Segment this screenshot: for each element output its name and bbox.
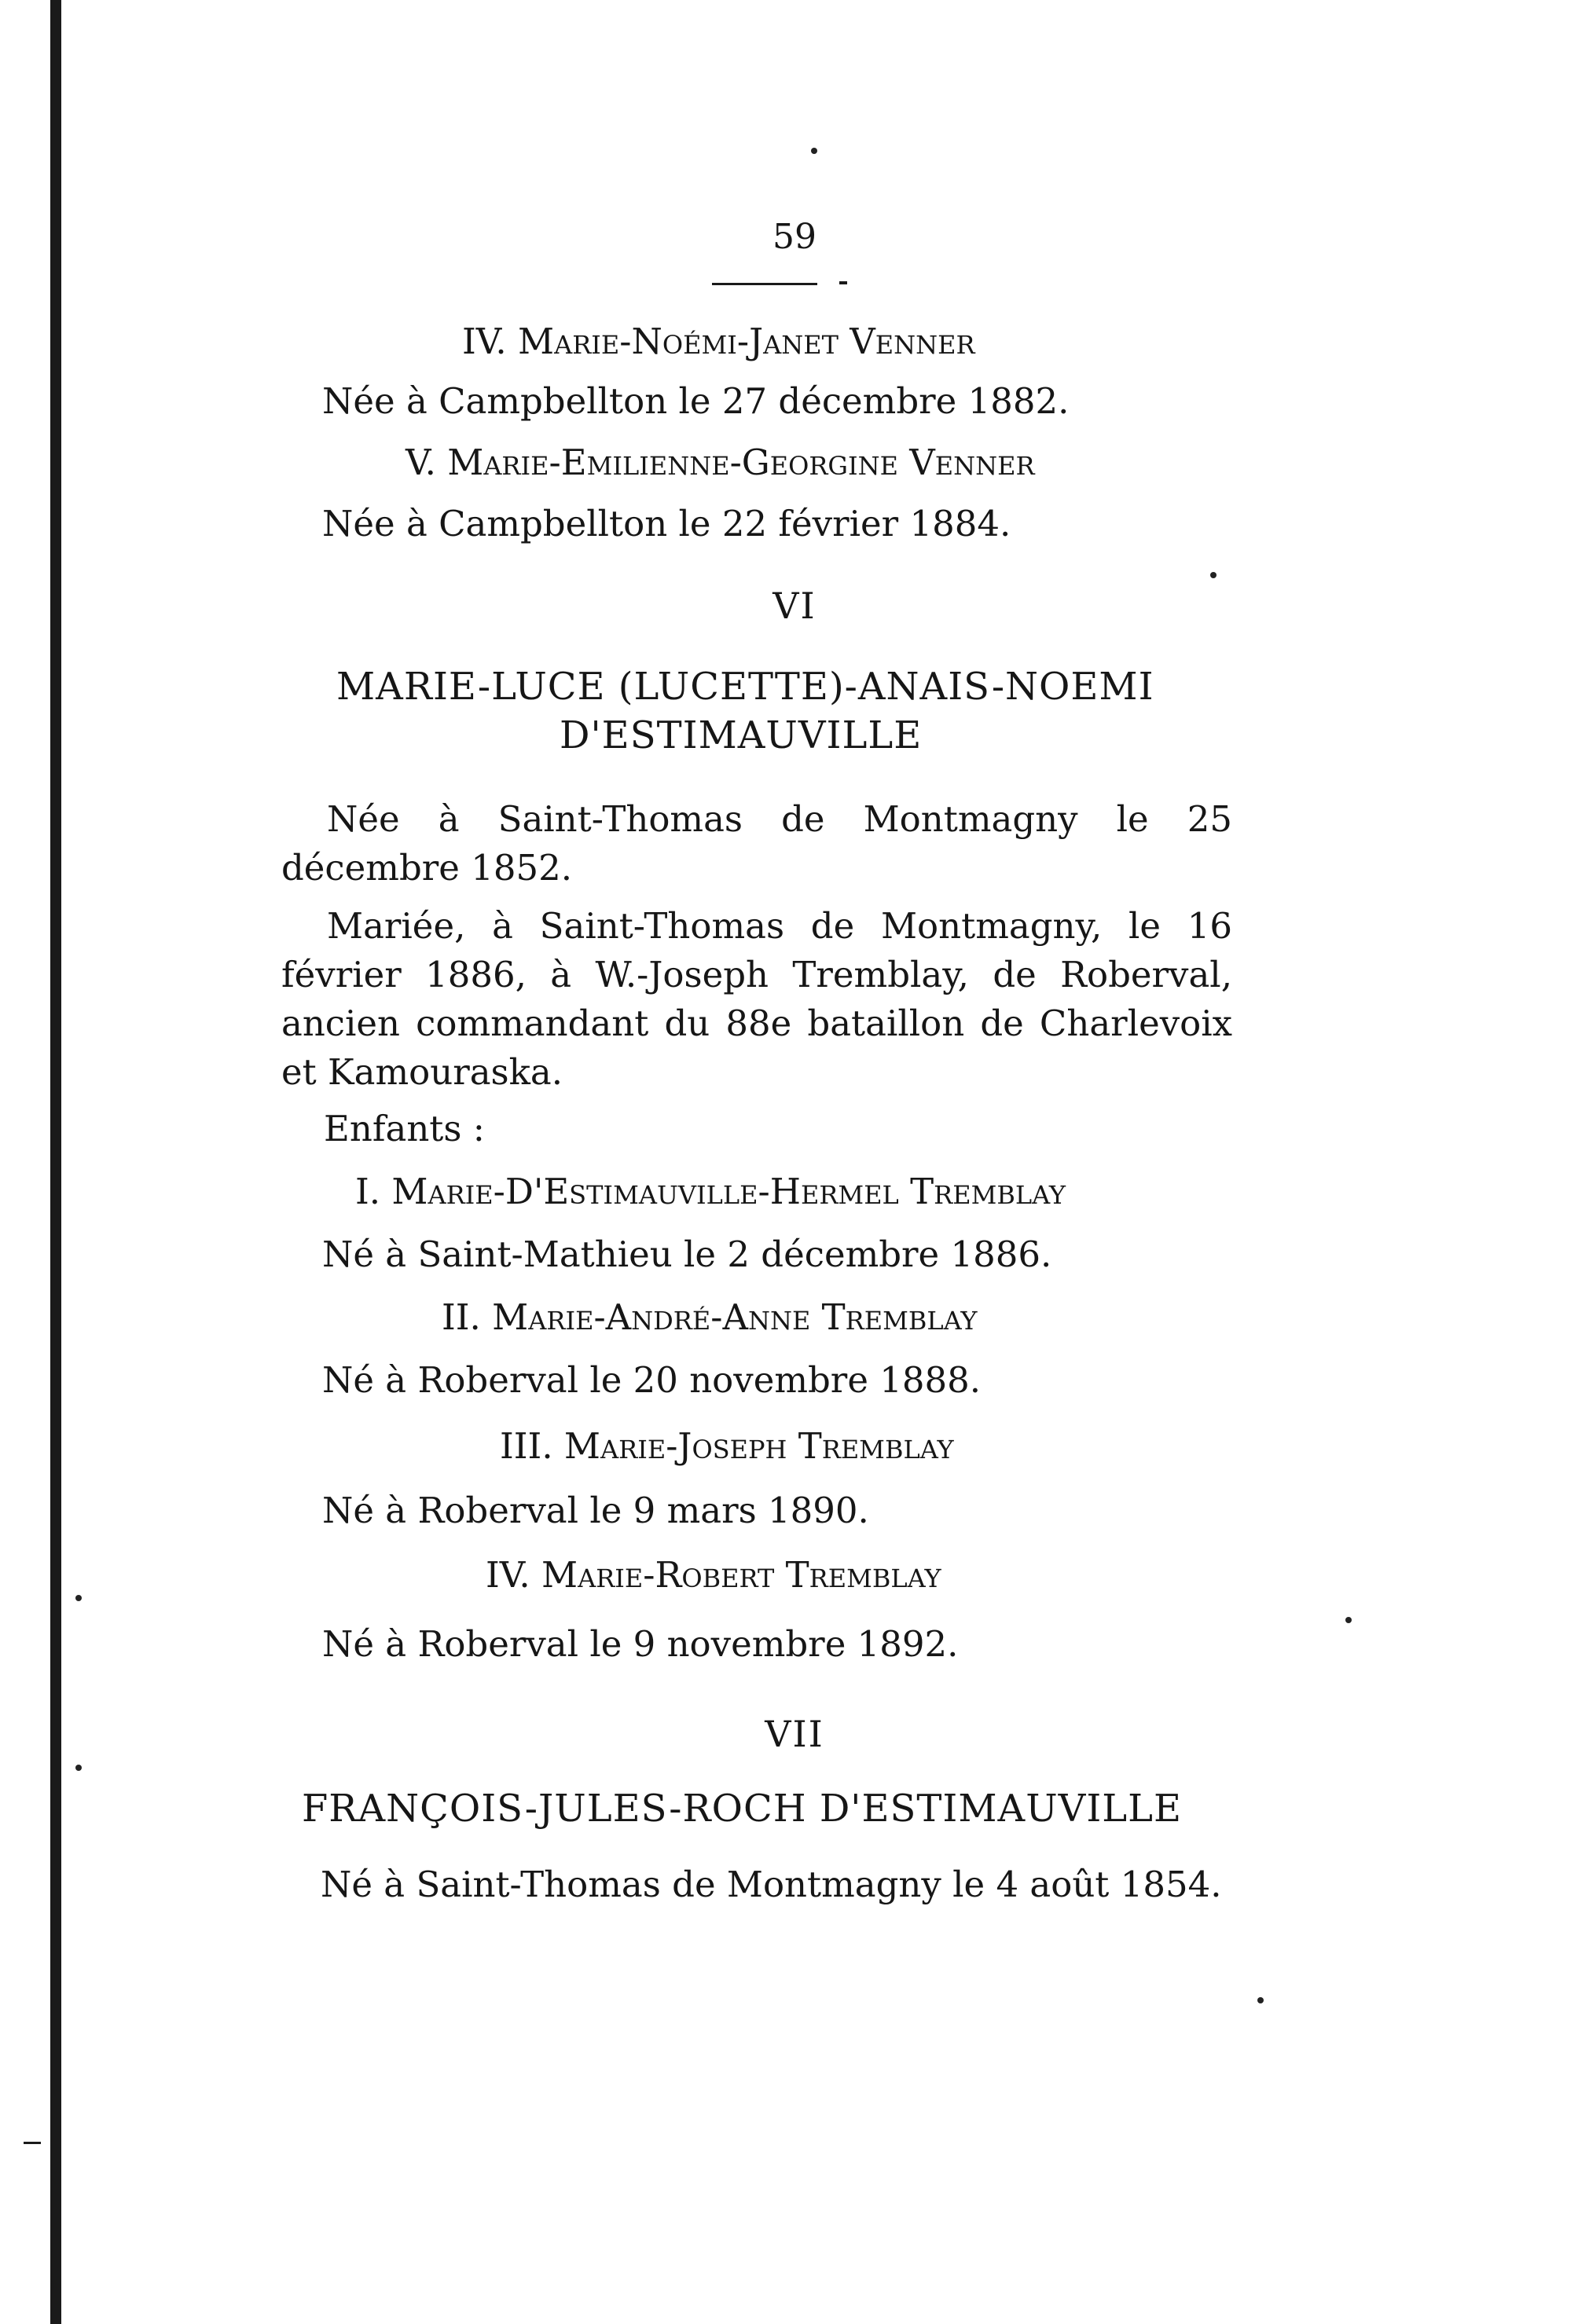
section-title-vi-line2: D'ESTIMAUVILLE [560,713,923,757]
page-number: 59 [772,217,817,257]
marriage-paragraph: Mariée, à Saint-Thomas de Montmagny, le 16 février 1886, à W.-Joseph Tremblay, de Roberval, ancien commandant du 88e bataillon de Charlevoix et Kamouraska. [281,905,1232,1093]
scan-speck [811,148,817,154]
section-title-vii: FRANÇOIS-JULES-ROCH D'ESTIMAUVILLE [302,1787,1183,1831]
entry-heading: IV. Marie-Noémi-Janet Venner [462,321,975,362]
section-number-vii: VII [765,1713,824,1755]
child-heading: II. Marie-André-Anne Tremblay [442,1296,978,1338]
child-text: Né à Roberval le 9 novembre 1892. [322,1623,959,1665]
entry-heading: V. Marie-Emilienne-Georgine Venner [406,442,1035,483]
header-rule [712,283,817,285]
scan-speck [1257,1997,1264,2003]
scan-speck [75,1765,82,1771]
scan-speck [1345,1617,1352,1623]
section-title-vi-line1: MARIE-LUCE (LUCETTE)-ANAIS-NOEMI [336,665,1154,709]
entry-text: Née à Campbellton le 27 décembre 1882. [322,380,1070,422]
children-label: Enfants : [324,1108,485,1149]
header-rule-dot [839,281,847,284]
child-text: Né à Roberval le 9 mars 1890. [322,1490,869,1531]
child-heading: III. Marie-Joseph Tremblay [500,1425,954,1467]
child-heading: I. Marie-D'Estimauville-Hermel Tremblay [355,1171,1066,1212]
scan-edge-mark [24,2142,41,2144]
scan-speck [75,1595,82,1601]
birth-line-vii: Né à Saint-Thomas de Montmagny le 4 août 1854. [321,1864,1222,1905]
child-text: Né à Roberval le 20 novembre 1888. [322,1359,982,1401]
scan-binding-edge [50,0,61,2324]
section-number-vi: VI [772,585,817,627]
entry-text: Née à Campbellton le 22 février 1884. [322,503,1011,544]
scan-speck [1210,572,1217,578]
birth-paragraph: Née à Saint-Thomas de Montmagny le 25 décembre 1852. [281,798,1232,889]
child-text: Né à Saint-Mathieu le 2 décembre 1886. [322,1233,1052,1275]
child-heading: IV. Marie-Robert Tremblay [486,1554,941,1596]
